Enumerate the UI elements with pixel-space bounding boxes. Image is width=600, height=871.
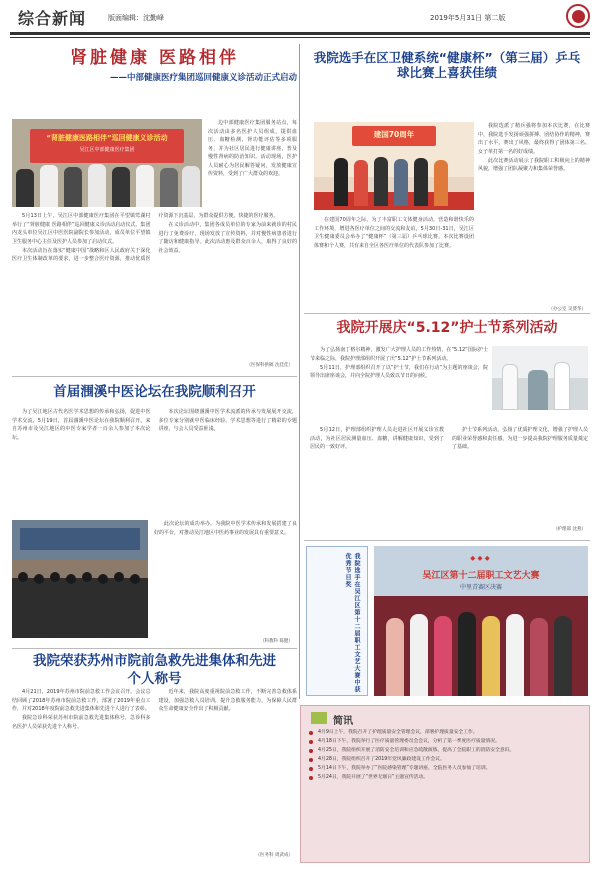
article-table-tennis	[304, 44, 590, 319]
article-body-right	[478, 122, 590, 300]
section-divider	[12, 648, 297, 649]
news-brief-title: 简讯	[333, 716, 353, 727]
article-kidney-health	[12, 44, 297, 374]
photo-banner-text: 建国70周年	[373, 130, 415, 139]
bullet-icon	[309, 731, 313, 735]
news-brief-item	[309, 774, 583, 783]
page-header	[0, 0, 600, 44]
article-subtitle: ——中部健康医疗集团巡回健康义诊活动正式启动	[109, 73, 297, 84]
article-body-right	[154, 520, 297, 632]
article-paragraph: 5月12日，护理部组织护理人员走进社区开展义诊宣教活动，为社区居民测量血压、血糖，讲解健康知识，受到了居民的一致好评。	[310, 427, 444, 450]
bullet-icon	[309, 749, 313, 753]
brief-accent-icon	[311, 712, 327, 724]
news-brief-list	[309, 729, 583, 783]
section-name: 综合新闻	[18, 9, 87, 28]
article-body	[12, 212, 297, 352]
news-brief-item	[309, 747, 583, 756]
article-credit: （护理部 沈燕）	[553, 527, 586, 532]
news-brief-text: 4月25日，我院组织开展了消防安全培训和应急疏散演练，提高了全院职工的消防安全意识。	[318, 748, 515, 753]
section-divider	[304, 313, 590, 314]
article-title: 我院选手在区卫健系统“健康杯”（第三届）乒乓球比赛上喜获佳绩	[313, 50, 581, 80]
photo-slogan-icon: ◆ ◆ ◆	[470, 554, 490, 562]
article-paragraph: 本次论坛围绕涠溪中医学术流派的传承与发展展开交流，多位专家分别就中医临床经验、学术思想等进行了精彩的专题讲座，与会人员受益匪浅。	[158, 409, 297, 432]
article-paragraph: 5月13日上午，吴江区中部健康医疗集团在平望镇莺湖村举行了“肾脏健康 医路相伴”巡回健康义诊活动启动仪式。集团内龙头单位吴江区中医医院副院长参加活动，成员单位平望镇卫生服务中心主任及医护人员参加了启动仪式。	[12, 213, 151, 245]
news-brief-box	[300, 705, 590, 863]
editor-credit: 版面编辑：沈勤峰	[108, 14, 164, 22]
article-body-left	[310, 426, 444, 530]
article-title: 肾脏健康 医路相伴	[70, 48, 239, 68]
article-credit: （科教科 陈健）	[260, 639, 293, 644]
article-emergency-award	[12, 650, 297, 865]
article-paragraph: 边中部健康医疗集团服务站点，每次活动由多名医护人员组成，提供血压、血糖检测、肾功能评估等多项服务，并为社区居民进行健康讲座，普及慢性肾病的防治知识。活动现场，医护人员耐心为居民解答疑问，发放健康宣传资料，受到了广大群众的欢迎。	[208, 120, 297, 177]
photo-banner-text: “肾脏健康医路相伴”巡回健康义诊活动	[46, 134, 168, 142]
section-divider	[304, 540, 590, 541]
article-paragraph: 近年来，我院高度重视院前急救工作，不断完善急救体系建设，加强急救人员培训，提升急救服务能力，为保障人民群众生命健康安全作出了积极贡献。	[158, 689, 297, 712]
news-brief-item	[309, 765, 583, 774]
competition-photo	[374, 546, 588, 696]
nurses-photo	[492, 346, 588, 410]
article-paragraph: 本次活动旨在落实“健康中国”战略和区人民政府关于深化医疗卫生体制改革的要求，进一步整合医疗资源，推动优质医疗资源下沉基层，为群众提供方便、快捷的医疗服务。	[12, 213, 279, 262]
news-brief-text: 4月18日下午，我院举行了医疗质量管理委员会会议，分析了第一季度医疗质量情况。	[318, 739, 500, 744]
article-paragraph: 在义诊活动中，集团各成员单位的专家为前来就诊的村民进行了免费诊疗，现场发放了宣传资料，并对慢性病患者进行了随访和健康指导。此次活动惠及群众百余人，取得了良好的社会效益。	[158, 222, 297, 254]
article-body	[12, 688, 297, 848]
header-rule-thin	[10, 37, 590, 38]
article-paragraph: 护士节系列活动，弘扬了优质护理文化，增强了护理人员的职业荣誉感和责任感，为进一步提高我院护理服务质量奠定了基础。	[452, 427, 588, 450]
photo-banner-subtext: 吴江区中部健康医疗集团	[79, 147, 135, 153]
article-tcm-forum	[12, 378, 297, 646]
article-credit: （医务科 周武成）	[255, 853, 293, 858]
news-brief-item	[309, 738, 583, 747]
article-credit: （办公室 吴赟华）	[548, 307, 586, 312]
news-brief-text: 4月28日，我院组织召开了2019年党风廉政建设工作会议。	[318, 757, 445, 762]
news-brief-text: 5月24日，我院开展了“世界无烟日”主题宣传活动。	[318, 775, 429, 780]
article-body-top	[12, 408, 297, 518]
article-paragraph: 此次论坛的成功举办，为我院中医学术传承和发展搭建了良好的平台，对推动吴江地区中医药事业的发展具有重要意义。	[154, 521, 297, 536]
article-paragraph: 4月21日，2019年苏州市院前急救工作会议召开。会议总结回顾了2018年苏州市院前急救工作，部署了2019年重点工作，并对2018年度院前急救先进集体和先进个人进行了表彰。	[12, 689, 151, 712]
photo-banner-text: 吴江区第十二届职工文艺大赛	[422, 571, 540, 581]
article-body	[314, 216, 474, 304]
news-brief-item	[309, 756, 583, 765]
bullet-icon	[309, 758, 313, 762]
award-photo	[314, 122, 474, 210]
article-title: 我院开展庆“5.12”护士节系列活动	[336, 320, 558, 336]
article-title: 我院选手在吴江区第十二届职工文艺大赛中获优秀节目奖	[344, 553, 360, 693]
article-body-top	[310, 346, 488, 424]
bullet-icon	[309, 740, 313, 744]
news-brief-text: 4月9日上午，我院召开了护理质量安全管理会议，部署护理质量安全工作。	[318, 730, 478, 735]
article-paragraph: 5月11日，护理部组织召开了以“护士节，我们在行动”为主题的座谈会，院领导出席座谈会，并向全院护理人员致以节日的问候。	[310, 364, 488, 379]
header-rule	[10, 32, 590, 35]
column-divider	[299, 44, 300, 699]
forum-photo	[12, 520, 148, 638]
news-brief-item	[309, 729, 583, 738]
article-credit: （医保科供稿 沈佳佳）	[246, 363, 293, 368]
bullet-icon	[309, 767, 313, 771]
section-divider	[12, 376, 297, 377]
article-arts-competition	[304, 542, 590, 702]
title-frame	[306, 546, 368, 696]
issue-date: 2019年5月31日 第二版	[430, 14, 506, 22]
article-title: 我院荣获苏州市院前急救先进集体和先进个人称号	[33, 653, 276, 688]
article-nurses-day	[304, 316, 590, 538]
photo-banner-subtext: 中里青赛区决赛	[459, 584, 502, 591]
article-paragraph: 为了弘扬南丁格尔精神，激发广大护理人员的工作热情，在“5.12”国际护士节来临之际，我院护理部组织开展了庆“5.12”护士节系列活动。	[310, 347, 488, 362]
article-paragraph: 我院急诊科荣获苏州市院前急救先进集体称号，急诊科多名医护人员荣获先进个人称号。	[12, 715, 151, 730]
hospital-logo-icon	[566, 4, 590, 28]
bullet-icon	[309, 776, 313, 780]
news-brief-text: 5月14日下午，我院举办了“医院感染管理”专题讲座，全院医务人员参加了培训。	[318, 766, 491, 771]
article-body-right	[452, 426, 588, 522]
article-paragraph: 在建国70周年之际，为了丰富职工文体健身活动，营造和谐快乐的工作环境，增进各医疗单位之间的交流和友谊，5月30日-31日，吴江区卫生健康委员会举办了“健康杯”（第三届）乒乓球比赛。本次比赛设团体赛和个人赛，共有来自全区各医疗单位的代表队参加了比赛。	[314, 217, 474, 249]
event-photo	[12, 119, 202, 207]
article-paragraph: 我院选派了精兵强将参加本次比赛，在比赛中，我院选手发扬顽强拼搏、团结协作的精神，赛出了水平，赛出了风格，最终获得了团体第三名、女子单打第一名的好成绩。	[478, 123, 590, 155]
article-paragraph: 为了吴江地区古代名医学术思想的传承和弘扬，促进中医学术交流，5月19日，首届涠溪中医论坛在我院顺利召开。来自苏州市及吴江地区的中医专家学者一百余人参加了本次论坛。	[12, 409, 151, 441]
article-title: 首届涠溪中医论坛在我院顺利召开	[53, 384, 256, 400]
article-paragraph: 此次比赛活动展示了我院职工积极向上的精神风貌，增强了团队凝聚力和集体荣誉感。	[478, 157, 590, 172]
